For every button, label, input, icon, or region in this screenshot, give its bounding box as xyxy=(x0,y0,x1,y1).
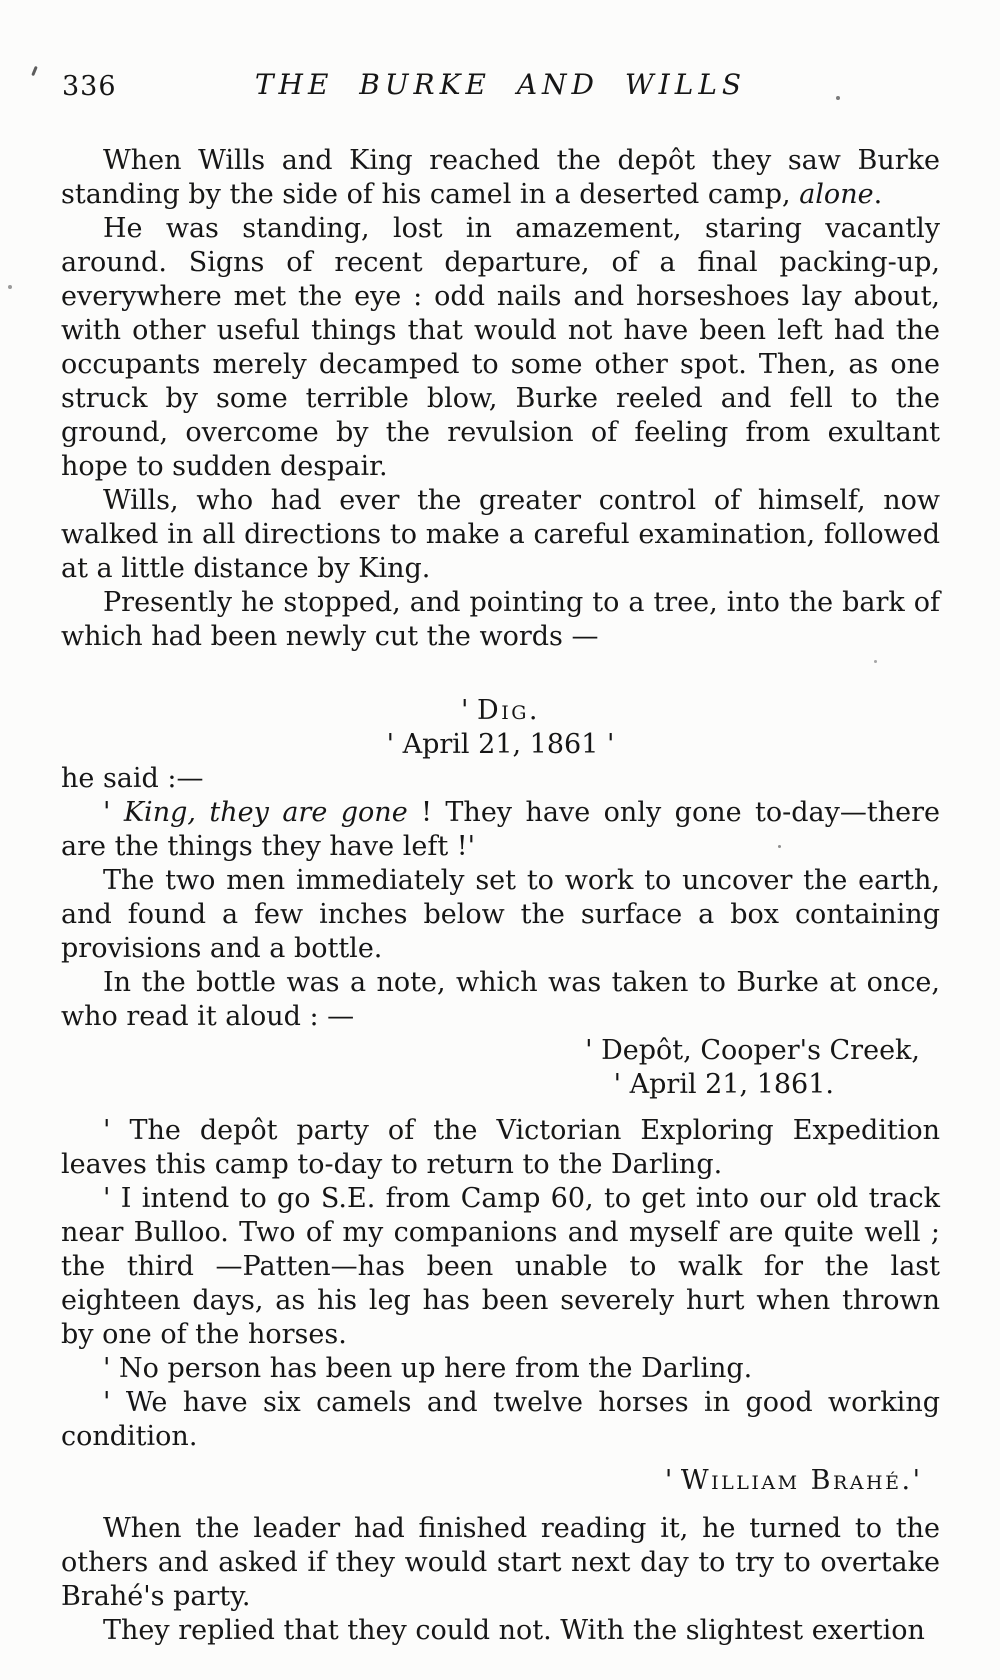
letter-paragraph-no-person: ' No person has been up here from the Darling. xyxy=(103,1353,753,1384)
small-caps-text: Dig. xyxy=(477,695,540,726)
text-run: ' xyxy=(103,797,124,828)
carved-word-line xyxy=(61,694,940,728)
text-run: ' xyxy=(664,1465,681,1496)
text-run: . xyxy=(873,179,883,210)
scan-artifact xyxy=(31,66,38,76)
paragraph-he-said: he said :— xyxy=(61,763,204,794)
paragraph-tree-bark: Presently he stopped, and pointing to a tree, into the bark of which had been newly cut the words — xyxy=(61,587,940,652)
letter-paragraph-route: ' I intend to go S.E. from Camp 60, to get into our old track near Bulloo. Two of my companions and myself are quite well ; the third —Patten—has been unable to walk for the last eighteen days, as his leg has been severely hurt when thrown by one of the horses. xyxy=(61,1183,940,1350)
page-number: 336 xyxy=(62,71,117,102)
letter-paragraph-depot-party: ' The depôt party of the Victorian Exploring Expedition leaves this camp to-day to return to the Darling. xyxy=(61,1115,940,1180)
text-run: ' xyxy=(912,1465,920,1496)
paragraph-deserted-camp: He was standing, lost in amazement, staring vacantly around. Signs of recent departure, of a final packing-up, everywhere met the eye : odd nails and horseshoes lay about, with other useful things that would not have been left had the occupants merely decamped to some other spot. Then, as one struck by some terrible blow, Burke reeled and fell to the ground, overcome by the revulsion of feeling from exultant hope to sudden despair. xyxy=(61,213,940,482)
text-run: ' xyxy=(461,695,478,726)
text-block xyxy=(61,0,940,1648)
italic-word: alone xyxy=(799,179,874,210)
page-header xyxy=(61,68,940,106)
running-title: THE BURKE AND WILLS xyxy=(254,68,747,101)
paragraph-arrival xyxy=(61,144,940,212)
paragraph-uncover-earth: The two men immediately set to work to uncover the earth, and found a few inches below the surface a box containing provisions and a bottle. xyxy=(61,865,940,964)
italic-phrase: King, they are gone xyxy=(123,797,408,828)
paragraph-leader-finished: When the leader had finished reading it, he turned to the others and asked if they would start next day to try to overtake Brahé's party. xyxy=(61,1513,940,1612)
paragraph-they-replied: They replied that they could not. With the slightest exertion xyxy=(103,1615,925,1646)
scan-artifact xyxy=(8,285,12,289)
text-run: ! They have only gone to-day—there are the things they have left !' xyxy=(61,797,940,862)
signature-line xyxy=(61,1464,940,1498)
small-caps-signature: William Brahé. xyxy=(680,1465,913,1496)
paragraph-king-exclamation xyxy=(61,796,940,864)
text-run: When Wills and King reached the depôt they saw Burke standing by the side of his camel in a deserted camp, xyxy=(61,145,940,210)
paragraph-bottle-note: In the bottle was a note, which was taken to Burke at once, who read it aloud : — xyxy=(61,967,940,1032)
letter-date-line: ' April 21, 1861. xyxy=(613,1069,834,1100)
letter-paragraph-camels: ' We have six camels and twelve horses in good working condition. xyxy=(61,1387,940,1452)
letter-place-line: ' Depôt, Cooper's Creek, xyxy=(585,1035,920,1066)
paragraph-wills-examination: Wills, who had ever the greater control of himself, now walked in all directions to make a careful examination, followed at a little distance by King. xyxy=(61,485,940,584)
carved-date-line: ' April 21, 1861 ' xyxy=(386,729,615,760)
